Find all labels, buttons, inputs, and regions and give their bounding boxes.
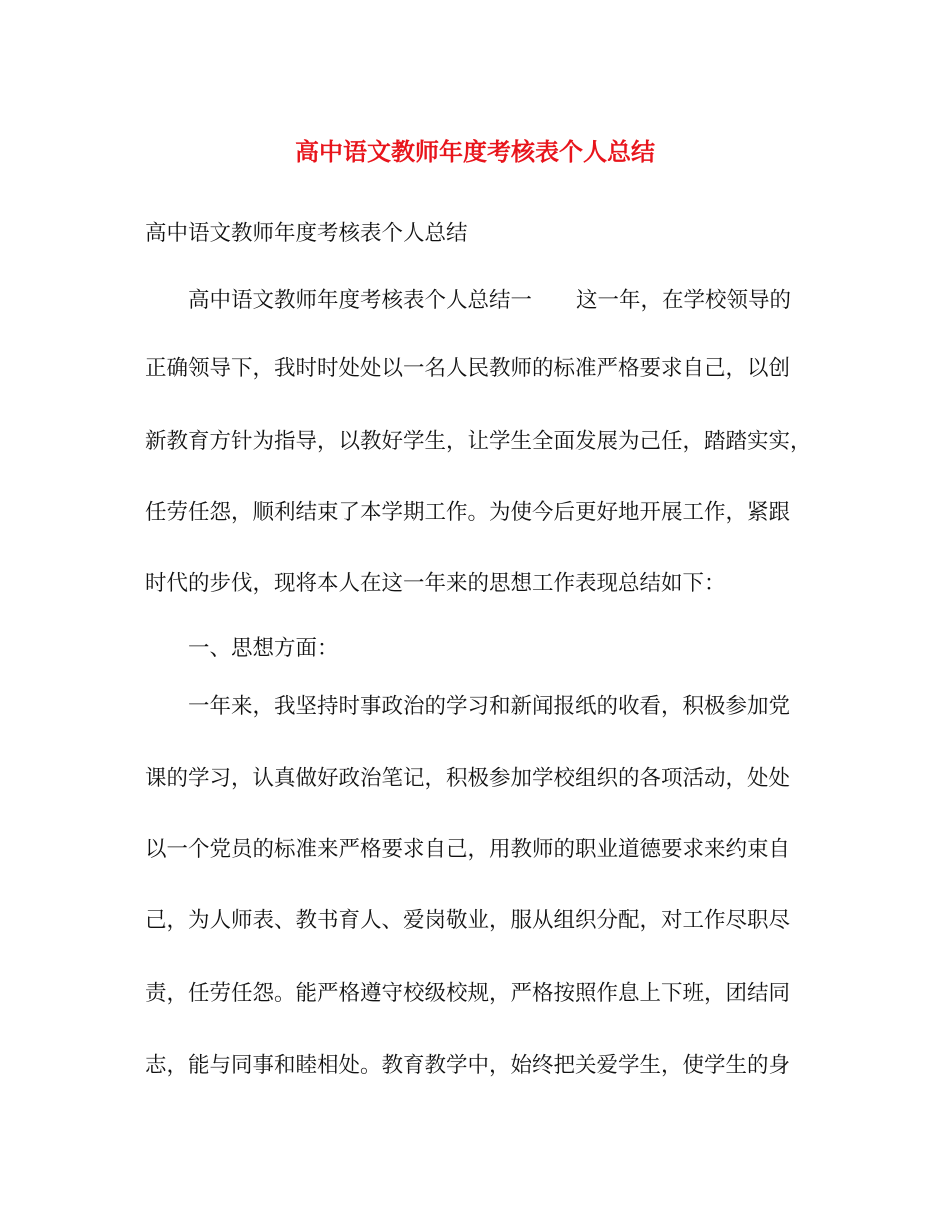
document-subtitle: 高中语文教师年度考核表个人总结: [145, 221, 468, 246]
paragraph-1-line-1: [188, 286, 791, 316]
paragraph-1-lead: 高中语文教师年度考核表个人总结一: [188, 288, 533, 313]
paragraph-1-line-5: 时代的步伐，现将本人在这一年来的思想工作表现总结如下：: [145, 571, 726, 596]
paragraph-1-line-2: 正确领导下，我时时处处以一名人民教师的标准严格要求自己，以创: [145, 356, 791, 381]
paragraph-1-line-4: 任劳任怨，顺利结束了本学期工作。为使今后更好地开展工作，紧跟: [145, 500, 791, 525]
section-1-heading: 一、思想方面：: [188, 636, 339, 661]
paragraph-2-line-2: 课的学习，认真做好政治笔记，积极参加学校组织的各项活动，处处: [145, 766, 791, 791]
paragraph-2-line-5: 责，任劳任怨。能严格遵守校级校规，严格按照作息上下班，团结同: [145, 981, 791, 1006]
document-title: 高中语文教师年度考核表个人总结: [295, 137, 655, 166]
paragraph-2-line-3: 以一个党员的标准来严格要求自己，用教师的职业道德要求来约束自: [145, 837, 791, 862]
paragraph-1-line-3: 新教育方针为指导，以教好学生，让学生全面发展为己任，踏踏实实，: [145, 429, 812, 454]
paragraph-2-line-6: 志，能与同事和睦相处。教育教学中，始终把关爱学生，使学生的身: [145, 1053, 791, 1078]
paragraph-1-line-1-rest: 这一年，在学校领导的: [576, 288, 792, 313]
paragraph-2-line-1: 一年来，我坚持时事政治的学习和新闻报纸的收看，积极参加党: [188, 694, 791, 719]
paragraph-2-line-4: 己，为人师表、教书育人、爱岗敬业，服从组织分配，对工作尽职尽: [145, 908, 791, 933]
